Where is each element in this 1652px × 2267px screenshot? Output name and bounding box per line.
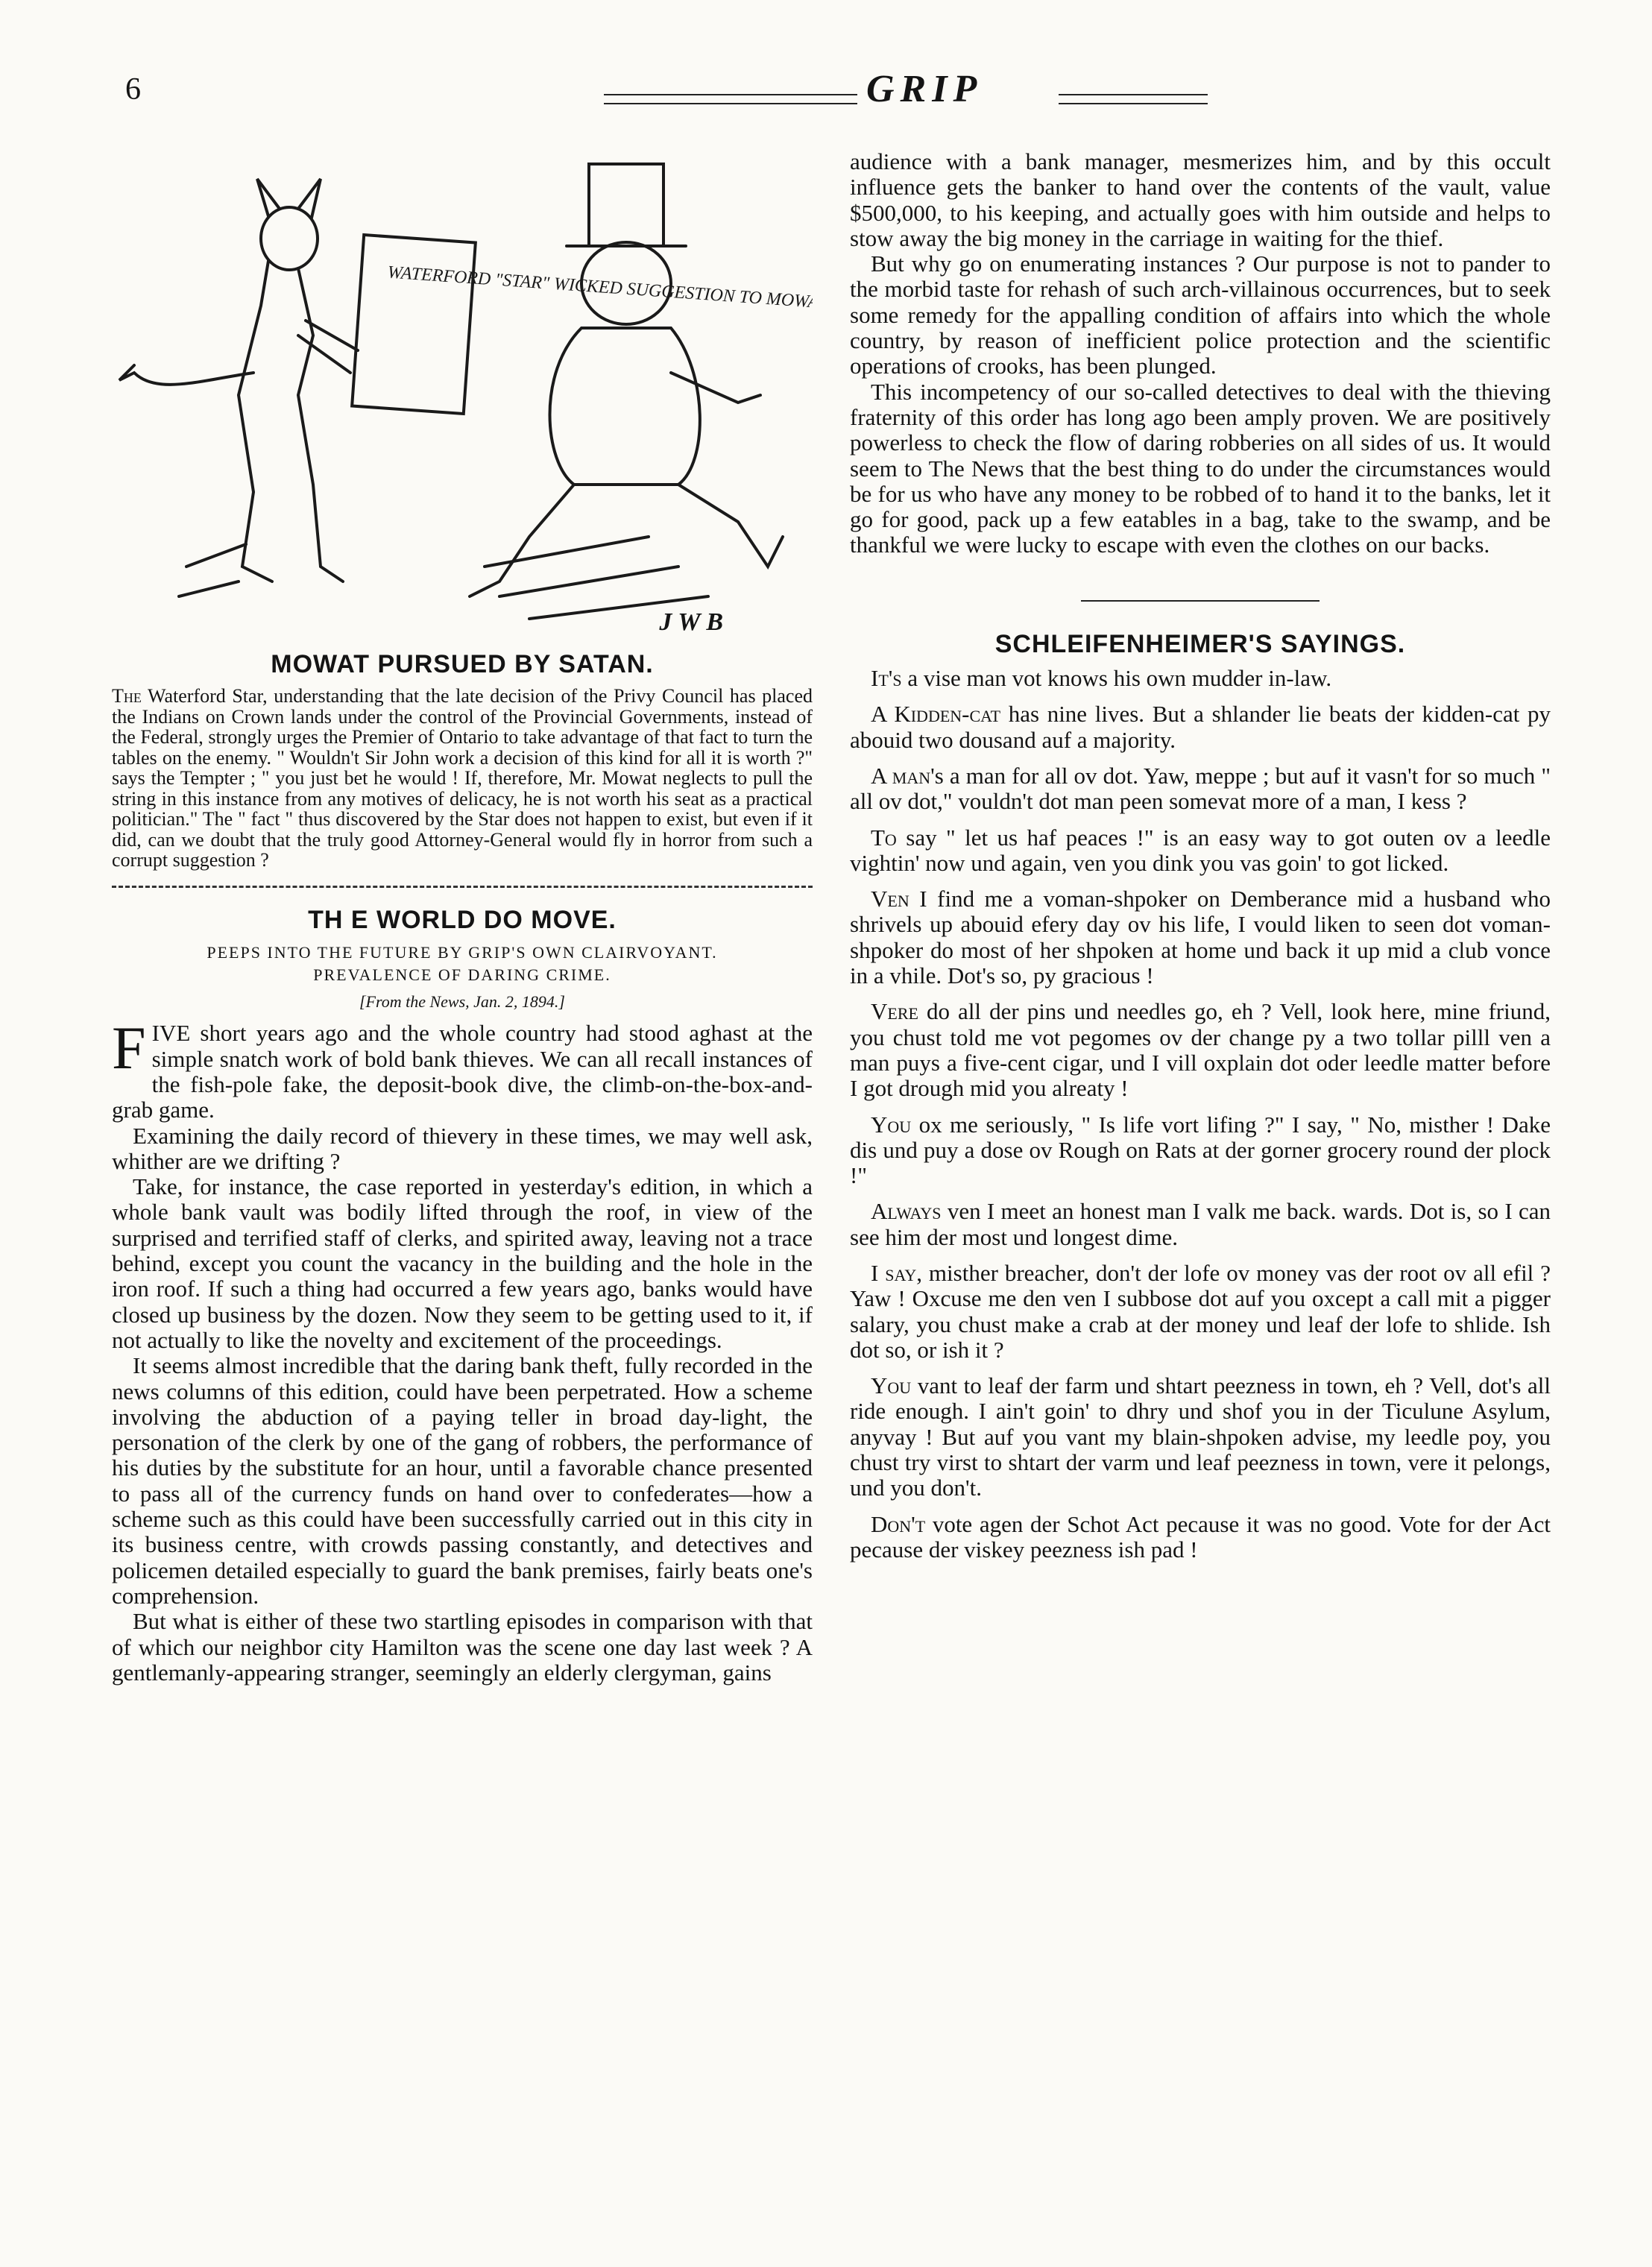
saying-text: vant to leaf der farm und shtart peezness in town, eh ? Vell, dot's all ride enough. I ain't goin' to dhry und shof you in der Ticulune Asylum, anyvay ! But auf you vant my blain-shpoken advise, my leedle poy, you chust try virst to shtart der varm und leaf peezness in town, vere it pelongs, und you don't.: [850, 1372, 1551, 1501]
saying-item: [850, 886, 1551, 989]
world-article-headline: TH E WORLD DO MOVE.: [308, 905, 617, 934]
world-article-subhead-2: PREVALENCE OF DARING CRIME.: [313, 965, 611, 985]
artist-signature: J W B: [659, 608, 723, 636]
world-article-dateline: [From the News, Jan. 2, 1894.]: [359, 992, 565, 1012]
saying-text: do all der pins und needles go, eh ? Vell, look here, mine friund, you chust told me vot pegomes ov der change py a two tollar pilll ven a man puys a five-cent cigar, und I vill oxplain dot oder leedle matter before I got drough mid you alreaty !: [850, 998, 1551, 1102]
masthead: [112, 68, 1540, 124]
sayings-list: [850, 666, 1551, 1563]
section-divider: [112, 886, 813, 888]
saying-lead: You: [871, 1372, 912, 1399]
saying-item: [850, 666, 1551, 691]
masthead-rule-right: [1059, 94, 1208, 104]
article-paragraph: Examining the daily record of thievery in these times, we may well ask, whither are we drifting ?: [112, 1122, 813, 1174]
saying-item: [850, 1261, 1551, 1363]
saying-text: say " let us haf peaces !" is an easy way to got outen ov a leedle vightin' now und again, ven you dink you vas goin' to got licked.: [850, 824, 1551, 876]
saying-item: [850, 1373, 1551, 1501]
article-paragraph: But what is either of these two startling episodes in comparison with that of which our neighbor city Hamilton was the scene one day last week ? A gentlemanly-appearing stranger, seemingly an elderly clergyman, gains: [112, 1608, 813, 1686]
article-paragraph: audience with a bank manager, mesmerizes him, and by this occult influence gets the banker to hand over the contents of the vault, value $500,000, to his keeping, and actually goes with him outside and helps to stow away the big money in the carriage in waiting for the thief.: [850, 148, 1551, 251]
saying-lead: I say: [871, 1259, 917, 1286]
saying-item: [850, 999, 1551, 1101]
saying-text: has nine lives. But a shlander lie beats der kidden-cat py abouid two dousand auf a majority.: [850, 701, 1551, 753]
saying-lead: It's: [871, 665, 902, 692]
cartoon-drawing: [112, 149, 813, 641]
paragraph-text: IVE short years ago and the whole country had stood aghast at the simple snatch work of bold bank thieves. We can all recall instances of the fish-pole fake, the deposit-book dive, the climb-on-the-box-and-grab game.: [112, 1020, 813, 1123]
saying-item: [850, 763, 1551, 815]
saying-item: [850, 825, 1551, 877]
saying-lead: A Kidden-cat: [871, 701, 1001, 728]
section-divider: [1081, 600, 1320, 602]
saying-text: ven I meet an honest man I valk me back. wards. Dot is, so I can see him der most und longest dime.: [850, 1198, 1551, 1250]
saying-text: , misther breacher, don't der lofe ov money vas der root ov all efil ? Yaw ! Oxcuse me den ven I subbose dot auf you oxcept a call mit a pigger salary, you chust make a crab at der money und leaf der lofe to shlide. Ish dot so, or ish it ?: [850, 1259, 1551, 1363]
article-paragraph: [112, 1014, 813, 1123]
saying-item: [850, 1199, 1551, 1250]
cartoon-sign-text: WATERFORD "STAR" WICKED SUGGESTION TO MOWAT.: [386, 262, 813, 313]
masthead-rule-left: [604, 94, 857, 104]
saying-text: I find me a voman-shpoker on Demberance mid a husband who shrivels up abouid efery day ov his life, I vould liken to seen dot voman-shpoker do most of her shpoken at home und back it up mid a club vonce in a vhile. Dot's so, py gracious !: [850, 886, 1551, 989]
saying-lead: To: [871, 824, 897, 851]
world-article-subhead-1: PEEPS INTO THE FUTURE BY GRIP'S OWN CLAIRVOYANT.: [206, 943, 718, 962]
saying-lead: Always: [871, 1198, 942, 1225]
cartoon-headline: MOWAT PURSUED BY SATAN.: [271, 650, 654, 678]
article-paragraph: But why go on enumerating instances ? Our purpose is not to pander to the morbid taste for rehash of such arch-villainous occurrences, but to seek some remedy for the appalling condition of affairs into which the whole country, by reason of inefficient police protection and the scientific operations of crooks, has been plunged.: [850, 250, 1551, 379]
right-column: [850, 149, 1551, 1573]
saying-text: ox me seriously, " Is life vort lifing ?" I say, " No, misther ! Dake dis und puy a dose ov Rough on Rats at der gorner grocery round der plock !": [850, 1111, 1551, 1189]
article-paragraph: It seems almost incredible that the daring bank theft, fully recorded in the news columns of this edition, could have been perpetrated. How a scheme involving the abduction of a paying teller in broad day-light, the personation of the clerk by one of the gang of robbers, the performance of his duties by the substitute for an hour, until a favorable chance presented to pass all of the currency funds on hand over to confederates—how a scheme such as this could have been successfully carried out in this city in its business centre, with crowds passing constantly, and detectives and policemen detailed especially to guard the bank premises, fairly beats one's comprehension.: [112, 1352, 813, 1609]
page-number: 6: [125, 72, 141, 107]
sayings-headline: SCHLEIFENHEIMER'S SAYINGS.: [994, 629, 1406, 658]
caption-lead: The: [112, 685, 142, 707]
saying-text: vote agen der Schot Act pecause it was no good. Vote for der Act pecause der viskey peezness ish pad !: [850, 1510, 1551, 1563]
saying-lead: Don't: [871, 1510, 926, 1537]
saying-item: [850, 701, 1551, 753]
saying-text: 's a man for all ov dot. Yaw, meppe ; but auf it vasn't for so much " all ov dot," vouldn't dot man peen somevat more of a man, I kess ?: [850, 762, 1551, 815]
caption-text: Waterford Star, understanding that the late decision of the Privy Council has placed the Indians on Crown lands under the control of the Provincial Governments, instead of the Federal, strongly urges the Premier of Ontario to take advantage of that fact to turn the tables on the enemy. " Wouldn't Sir John work a decision of this kind for all it is worth ?" says the Tempter ; " you just bet he would ! If, therefore, Mr. Mowat neglects to pull the string in this instance from any motives of delicacy, he is not worth his seat as a practical politician." The " fact " thus discovered by the Star does not happen to exist, but even if it did, can we doubt that the truly good Attorney-General would fly in horror from such a corrupt suggestion ?: [112, 685, 813, 871]
saying-lead: You: [871, 1111, 912, 1138]
cartoon-caption: [112, 686, 813, 871]
left-column: [112, 149, 813, 1686]
saying-lead: A man: [871, 762, 931, 789]
saying-text: a vise man vot knows his own mudder in-law.: [901, 665, 1332, 692]
saying-item: [850, 1112, 1551, 1189]
saying-lead: Ven: [871, 886, 909, 912]
article-paragraph: This incompetency of our so-called detectives to deal with the thieving fraternity of this order has long ago been amply proven. We are positively powerless to check the flow of daring robberies on all sides of us. It would seem to The News that the best thing to do under the circumstances would be for us who have any money to be robbed of to hand it to the banks, let it go for good, pack up a few eatables in a bag, take to the swamp, and be thankful we were lucky to escape with even the clothes on our backs.: [850, 378, 1551, 558]
drop-cap: F: [112, 1014, 146, 1082]
cartoon-illustration: [112, 149, 813, 641]
article-paragraph: Take, for instance, the case reported in yesterday's edition, in which a whole bank vault was bodily lifted through the roof, in view of the surprised and terrified staff of clerks, and spirited away, leaving not a trace behind, except you count the vacancy in the building and the hole in the iron roof. If such a thing had occurred a few years ago, banks would have closed up business by the dozen. Now they seem to be getting used to it, if not actually to like the novelty and excitement of the proceedings.: [112, 1173, 813, 1353]
masthead-title: GRIP: [866, 68, 983, 110]
saying-lead: Vere: [871, 998, 918, 1025]
saying-item: [850, 1512, 1551, 1563]
